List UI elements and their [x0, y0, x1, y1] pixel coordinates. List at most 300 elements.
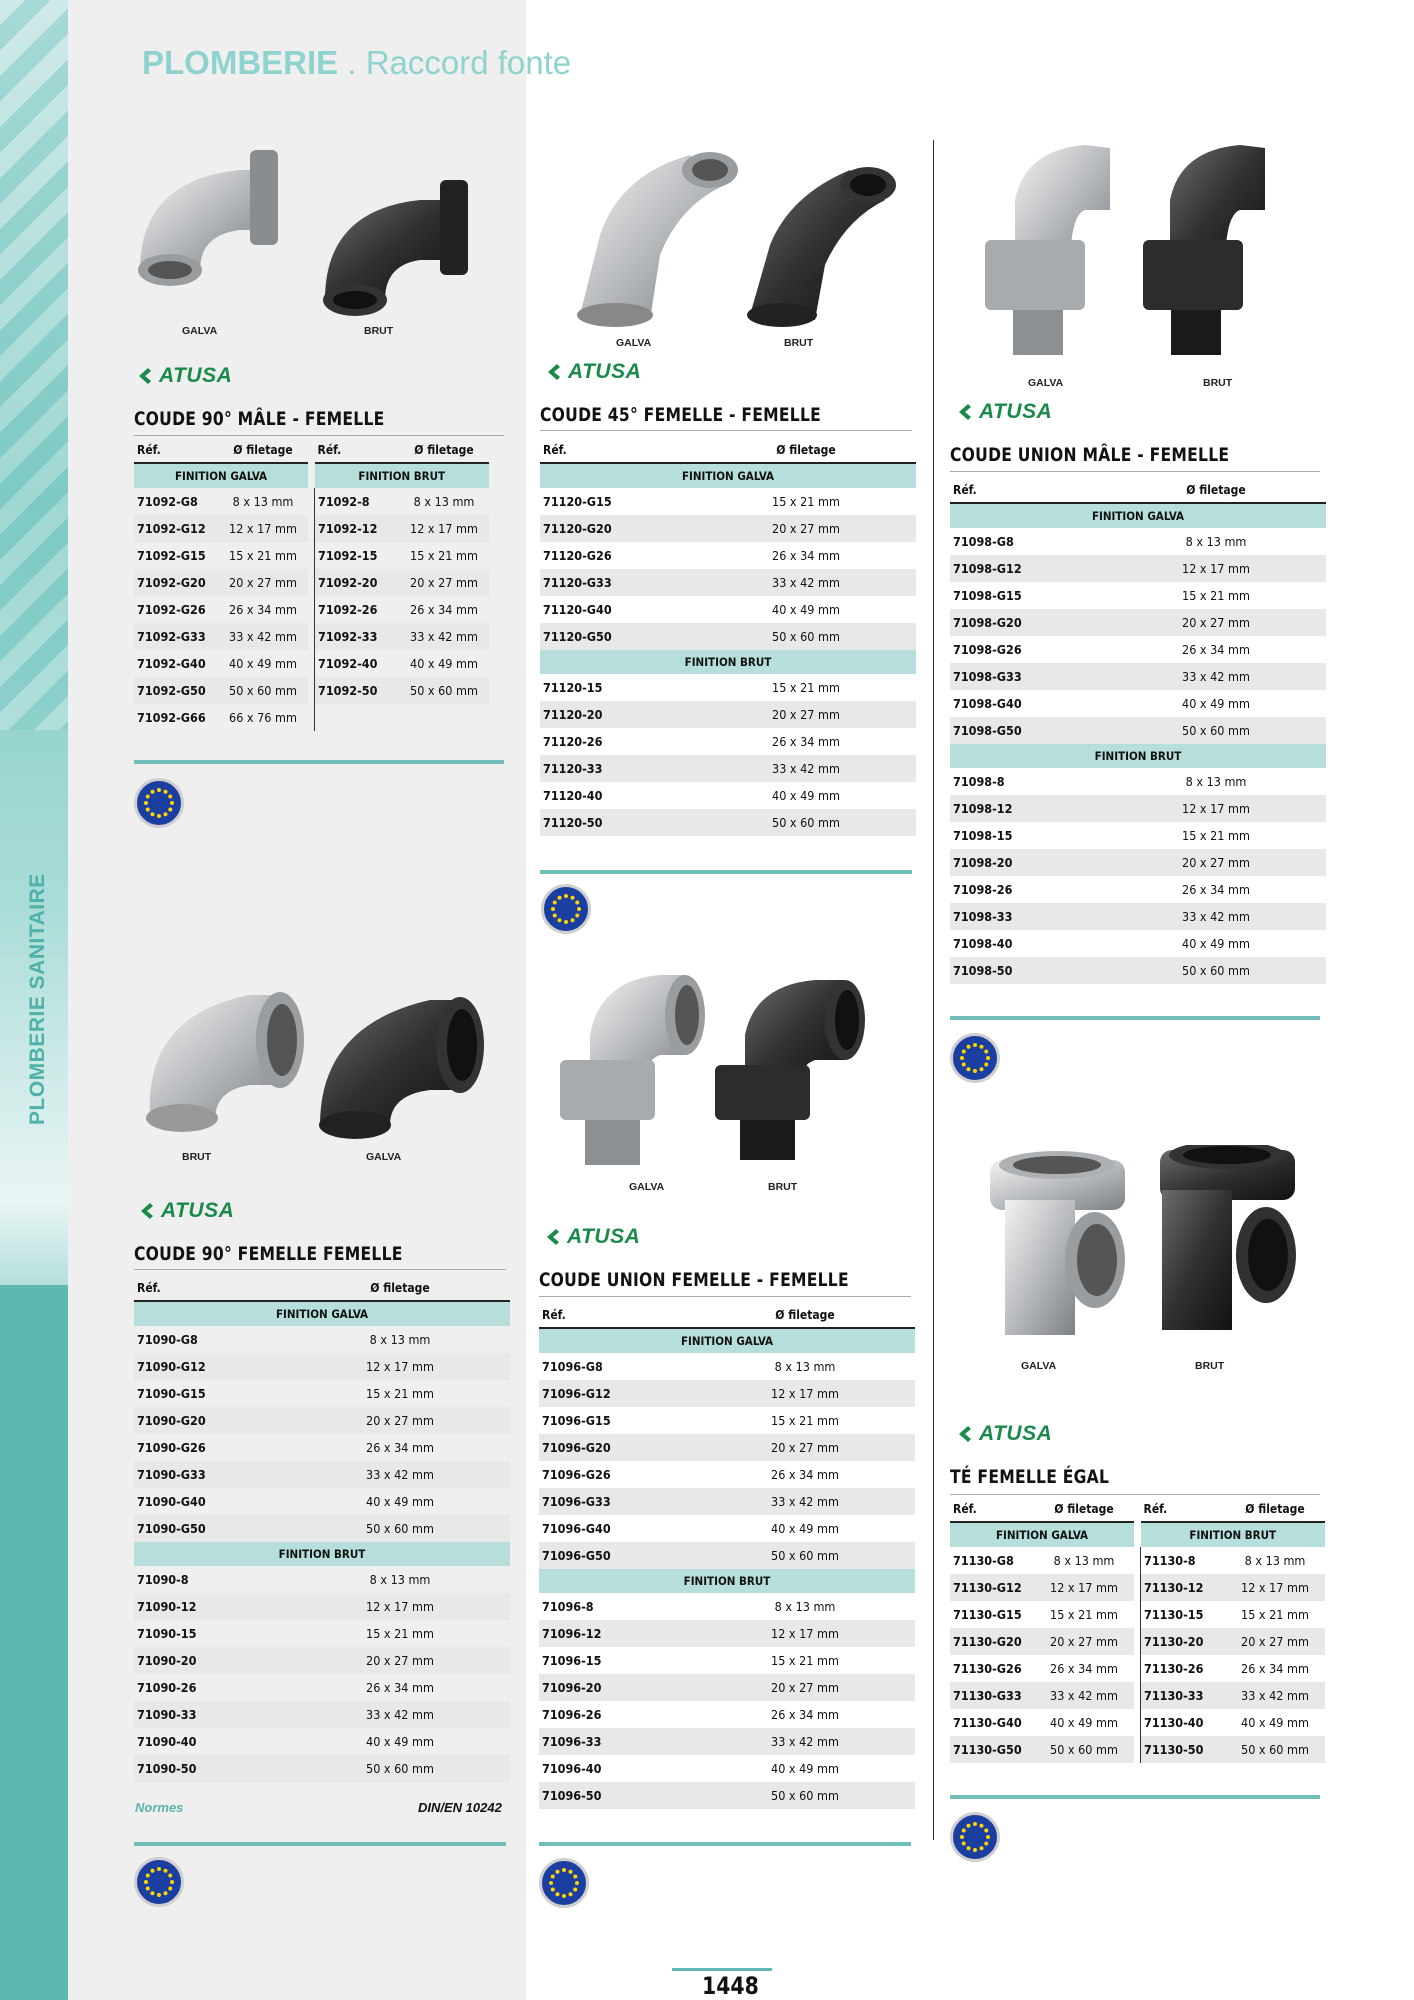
- thread-cell: 50 x 60 mm: [1034, 1736, 1134, 1763]
- ref-cell: 71092-G15: [137, 548, 206, 563]
- thread-cell: 26 x 34 mm: [772, 734, 840, 749]
- ref-cell: 71120-20: [540, 701, 696, 728]
- thread-cell: 12 x 17 mm: [1106, 555, 1326, 582]
- thread-cell: 26 x 34 mm: [771, 1467, 839, 1482]
- table-row: [134, 1515, 510, 1542]
- table-row: [950, 555, 1326, 582]
- ref-cell: 71090-G26: [137, 1440, 206, 1455]
- thread-cell: 20 x 27 mm: [290, 1407, 510, 1434]
- table-row: [540, 701, 916, 728]
- finish-label: FINITION GALVA: [134, 463, 308, 488]
- thread-cell: 33 x 42 mm: [1106, 903, 1326, 930]
- ref-cell: 71098-G12: [950, 555, 1106, 582]
- ref-cell: 71092-26: [318, 602, 378, 617]
- ref-cell: 71092-33: [315, 623, 400, 650]
- table-row: [950, 690, 1326, 717]
- table-row: [950, 876, 1326, 903]
- table-row: [134, 1701, 510, 1728]
- ref-cell: 71096-26: [542, 1707, 602, 1722]
- ref-cell: 71098-33: [950, 903, 1106, 930]
- ref-cell: 71092-G33: [134, 623, 218, 650]
- page-number: 1448: [702, 1972, 759, 2000]
- thread-cell: 26 x 34 mm: [229, 602, 297, 617]
- thread-cell: 26 x 34 mm: [366, 1440, 434, 1455]
- table-row: [134, 1434, 510, 1461]
- table-row: [539, 1593, 915, 1620]
- ref-cell: 71130-8: [1144, 1553, 1196, 1568]
- thread-cell: 20 x 27 mm: [1034, 1628, 1134, 1655]
- norms-label: Normes: [135, 1800, 184, 1815]
- ref-cell: 71090-50: [134, 1755, 290, 1782]
- ref-cell: 71098-40: [953, 936, 1013, 951]
- thread-cell: 20 x 27 mm: [696, 515, 916, 542]
- finish-label: FINITION GALVA: [539, 1328, 915, 1353]
- ref-cell: 71092-G12: [134, 515, 218, 542]
- thread-cell: 50 x 60 mm: [695, 1782, 915, 1809]
- table-row: [540, 782, 916, 809]
- table-row: [134, 623, 489, 650]
- table-row: [950, 717, 1326, 744]
- ref-cell: 71098-G50: [950, 717, 1106, 744]
- ref-cell: 71096-33: [539, 1728, 695, 1755]
- thread-cell: 20 x 27 mm: [218, 569, 308, 596]
- brand-name: ATUSA: [979, 1422, 1053, 1445]
- ref-cell: 71090-G8: [137, 1332, 198, 1347]
- ref-cell: 71130-G8: [953, 1553, 1014, 1568]
- photo-caption-brut: BRUT: [1195, 1360, 1225, 1372]
- table-row: [540, 623, 916, 650]
- thread-cell: 8 x 13 mm: [1053, 1553, 1115, 1568]
- finish-row: [950, 1522, 1325, 1547]
- table-row: [134, 1353, 510, 1380]
- thread-cell: 40 x 49 mm: [772, 602, 840, 617]
- spec-table: [539, 1303, 915, 1809]
- ref-cell: 71090-33: [134, 1701, 290, 1728]
- thread-cell: 26 x 34 mm: [366, 1680, 434, 1695]
- table-row: [134, 1728, 510, 1755]
- ref-cell: 71120-G20: [540, 515, 696, 542]
- atusa-logo-icon: [138, 1201, 158, 1221]
- section-rule: [539, 1842, 911, 1846]
- ref-cell: 71120-G40: [543, 602, 612, 617]
- section-rule: [950, 1016, 1320, 1020]
- finish-row: [134, 1301, 510, 1326]
- ref-cell: 71092-50: [315, 677, 400, 704]
- ref-header: Réf.: [315, 438, 400, 463]
- section-rule: [134, 1842, 506, 1846]
- table-row: [950, 1655, 1325, 1682]
- thread-cell: 40 x 49 mm: [1182, 936, 1250, 951]
- ref-cell: 71130-G26: [953, 1661, 1022, 1676]
- product-title: TÉ FEMELLE ÉGAL: [950, 1466, 1110, 1488]
- thread-cell: 50 x 60 mm: [1106, 717, 1326, 744]
- thread-cell: 33 x 42 mm: [1225, 1682, 1325, 1709]
- table-row: [134, 542, 489, 569]
- atusa-logo-icon: [956, 1424, 976, 1444]
- table-row: [950, 903, 1326, 930]
- table-row: [950, 822, 1326, 849]
- table-header-row: [950, 478, 1326, 503]
- ref-cell: 71098-G40: [953, 696, 1022, 711]
- thread-cell: 50 x 60 mm: [696, 623, 916, 650]
- ref-cell: 71120-26: [543, 734, 603, 749]
- table-row: [540, 488, 916, 515]
- thread-cell: 12 x 17 mm: [695, 1380, 915, 1407]
- ref-cell: 71096-G33: [539, 1488, 695, 1515]
- ref-cell: 71130-G15: [953, 1607, 1022, 1622]
- table-row: [950, 1682, 1325, 1709]
- brand-logo: [956, 400, 1052, 424]
- table-row: [950, 1547, 1325, 1574]
- thread-cell: 33 x 42 mm: [696, 569, 916, 596]
- ref-header: Réf.: [950, 478, 1106, 503]
- thread-cell: 26 x 34 mm: [1182, 882, 1250, 897]
- table-row: [134, 677, 489, 704]
- thread-cell: 12 x 17 mm: [695, 1620, 915, 1647]
- finish-label: FINITION BRUT: [540, 650, 916, 674]
- ref-cell: 71092-20: [315, 569, 400, 596]
- ref-cell: 71096-G8: [542, 1359, 603, 1374]
- ref-cell: 71092-15: [318, 548, 378, 563]
- table-row: [134, 1593, 510, 1620]
- ref-cell: 71120-40: [543, 788, 603, 803]
- ref-cell: 71092-G20: [134, 569, 218, 596]
- table-row: [539, 1380, 915, 1407]
- ref-cell: 71120-G50: [540, 623, 696, 650]
- thread-cell: 15 x 21 mm: [772, 494, 840, 509]
- ref-cell: 71130-40: [1144, 1715, 1204, 1730]
- photo-caption-brut: BRUT: [768, 1181, 798, 1193]
- thread-cell: 26 x 34 mm: [1241, 1661, 1309, 1676]
- finish-row: [134, 1542, 510, 1566]
- finish-row: [540, 650, 916, 674]
- ref-cell: 71098-G8: [953, 534, 1014, 549]
- finish-label: FINITION GALVA: [134, 1301, 510, 1326]
- ref-cell: 71092-8: [318, 494, 370, 509]
- ref-cell: 71090-G50: [134, 1515, 290, 1542]
- brand-logo: [136, 364, 232, 388]
- spec-table: [134, 438, 489, 731]
- table-row: [540, 515, 916, 542]
- atusa-logo-icon: [545, 362, 565, 382]
- thread-cell: 8 x 13 mm: [232, 494, 294, 509]
- title-rule: [134, 1269, 506, 1270]
- thread-cell: 50 x 60 mm: [695, 1542, 915, 1569]
- thread-cell: 20 x 27 mm: [695, 1434, 915, 1461]
- photo-caption-galva: GALVA: [629, 1181, 665, 1193]
- thread-cell: 12 x 17 mm: [1106, 795, 1326, 822]
- ref-cell: 71130-G33: [950, 1682, 1034, 1709]
- table-row: [539, 1353, 915, 1380]
- table-header-row: [540, 438, 916, 463]
- table-row: [539, 1782, 915, 1809]
- table-row: [134, 704, 489, 731]
- ref-cell: 71130-12: [1141, 1574, 1226, 1601]
- table-row: [950, 1601, 1325, 1628]
- thread-cell: 33 x 42 mm: [399, 623, 489, 650]
- finish-label: FINITION GALVA: [950, 1522, 1134, 1547]
- title-rule: [950, 1494, 1320, 1495]
- thread-cell: 40 x 49 mm: [772, 788, 840, 803]
- spec-table: [950, 478, 1326, 984]
- table-header-row: [539, 1303, 915, 1328]
- thread-cell: 15 x 21 mm: [1182, 828, 1250, 843]
- table-header-row: [950, 1497, 1325, 1522]
- ref-cell: 71120-15: [543, 680, 603, 695]
- ref-cell: 71130-G40: [953, 1715, 1022, 1730]
- thread-cell: 20 x 27 mm: [1106, 849, 1326, 876]
- atusa-logo-icon: [136, 366, 156, 386]
- table-row: [540, 755, 916, 782]
- thread-header: Ø filetage: [1225, 1497, 1325, 1522]
- table-row: [134, 569, 489, 596]
- finish-label: FINITION BRUT: [950, 744, 1326, 768]
- thread-cell: 26 x 34 mm: [1050, 1661, 1118, 1676]
- ref-cell: 71098-26: [953, 882, 1013, 897]
- ref-cell: 71096-8: [542, 1599, 594, 1614]
- thread-cell: 40 x 49 mm: [366, 1734, 434, 1749]
- photo-caption-brut: BRUT: [1203, 377, 1233, 389]
- photo-caption-galva: GALVA: [1021, 1360, 1057, 1372]
- thread-cell: 33 x 42 mm: [696, 755, 916, 782]
- ref-cell: 71090-40: [137, 1734, 197, 1749]
- table-row: [539, 1515, 915, 1542]
- ref-cell: 71098-G15: [953, 588, 1022, 603]
- eu-flag-icon: [134, 778, 184, 828]
- ref-header: Réf.: [950, 1497, 1034, 1522]
- thread-header: Ø filetage: [1034, 1497, 1134, 1522]
- table-row: [950, 582, 1326, 609]
- side-section-label: PLOMBERIE SANITAIRE: [26, 873, 49, 1125]
- ref-cell: 71096-G20: [539, 1434, 695, 1461]
- finish-label: FINITION BRUT: [315, 463, 490, 488]
- ref-cell: 71092-G8: [137, 494, 198, 509]
- table-row: [539, 1755, 915, 1782]
- ref-cell: 71090-8: [137, 1572, 189, 1587]
- union-elbow-female-female-photo: [545, 965, 905, 1175]
- column-divider: [933, 140, 934, 1840]
- table-row: [134, 1674, 510, 1701]
- thread-cell: 8 x 13 mm: [413, 494, 475, 509]
- thread-cell: 15 x 21 mm: [1182, 588, 1250, 603]
- thread-cell: 15 x 21 mm: [771, 1413, 839, 1428]
- thread-cell: 8 x 13 mm: [774, 1359, 836, 1374]
- product-title: COUDE 45° FEMELLE - FEMELLE: [540, 404, 822, 426]
- thread-cell: 50 x 60 mm: [290, 1515, 510, 1542]
- page-header: [142, 44, 571, 82]
- ref-cell: 71130-50: [1141, 1736, 1226, 1763]
- thread-cell: 12 x 17 mm: [399, 515, 489, 542]
- brand-logo: [545, 360, 641, 384]
- table-row: [539, 1434, 915, 1461]
- thread-cell: 15 x 21 mm: [1241, 1607, 1309, 1622]
- ref-cell: 71130-G12: [950, 1574, 1034, 1601]
- atusa-logo-icon: [956, 402, 976, 422]
- finish-label: FINITION GALVA: [540, 463, 916, 488]
- finish-row: [539, 1569, 915, 1593]
- brand-name: ATUSA: [159, 364, 233, 387]
- ref-cell: 71096-G40: [542, 1521, 611, 1536]
- table-row: [950, 1736, 1325, 1763]
- ref-header: Réf.: [1141, 1497, 1226, 1522]
- eu-flag-icon: [950, 1812, 1000, 1862]
- thread-cell: 8 x 13 mm: [369, 1332, 431, 1347]
- ref-cell: 71098-15: [953, 828, 1013, 843]
- ref-cell: 71098-20: [950, 849, 1106, 876]
- eu-flag-icon: [541, 884, 591, 934]
- section-rule: [540, 870, 912, 874]
- side-band-pattern: [0, 0, 68, 730]
- ref-cell: 71096-40: [542, 1761, 602, 1776]
- product-title: COUDE 90° MÂLE - FEMELLE: [134, 408, 385, 430]
- spec-table: [134, 1276, 510, 1782]
- table-row: [950, 609, 1326, 636]
- ref-cell: 71120-G26: [543, 548, 612, 563]
- ref-header: Réf.: [540, 438, 696, 463]
- ref-cell: 71092-G40: [137, 656, 206, 671]
- finish-label: FINITION BRUT: [1141, 1522, 1326, 1547]
- table-row: [539, 1728, 915, 1755]
- photo-caption-galva: GALVA: [182, 325, 218, 337]
- thread-cell: 40 x 49 mm: [229, 656, 297, 671]
- table-row: [134, 1647, 510, 1674]
- eu-flag-icon: [134, 1857, 184, 1907]
- table-row: [134, 1461, 510, 1488]
- ref-cell: 71120-33: [540, 755, 696, 782]
- thread-cell: 12 x 17 mm: [1225, 1574, 1325, 1601]
- ref-cell: 71120-G15: [543, 494, 612, 509]
- thread-cell: 15 x 21 mm: [772, 680, 840, 695]
- table-row: [950, 849, 1326, 876]
- ref-cell: 71098-G33: [950, 663, 1106, 690]
- thread-cell: 33 x 42 mm: [218, 623, 308, 650]
- ref-cell: 71090-G15: [137, 1386, 206, 1401]
- ref-cell: 71120-G33: [540, 569, 696, 596]
- thread-cell: 15 x 21 mm: [366, 1386, 434, 1401]
- thread-cell: 33 x 42 mm: [1034, 1682, 1134, 1709]
- photo-caption-galva: GALVA: [366, 1151, 402, 1163]
- table-row: [134, 1755, 510, 1782]
- finish-row: [950, 744, 1326, 768]
- table-row: [540, 728, 916, 755]
- ref-cell: 71092-G50: [134, 677, 218, 704]
- thread-cell: 50 x 60 mm: [399, 677, 489, 704]
- thread-cell: 8 x 13 mm: [1244, 1553, 1306, 1568]
- ref-header: Réf.: [539, 1303, 695, 1328]
- thread-cell: 50 x 60 mm: [1225, 1736, 1325, 1763]
- thread-cell: 26 x 34 mm: [1182, 642, 1250, 657]
- ref-cell: 71096-G15: [542, 1413, 611, 1428]
- ref-cell: 71096-20: [539, 1674, 695, 1701]
- ref-cell: 71096-50: [539, 1782, 695, 1809]
- ref-cell: 71096-G26: [542, 1467, 611, 1482]
- ref-cell: 71130-G20: [950, 1628, 1034, 1655]
- table-row: [950, 1709, 1325, 1736]
- table-row: [134, 650, 489, 677]
- table-row: [134, 1326, 510, 1353]
- header-category: PLOMBERIE: [142, 44, 339, 81]
- table-row: [539, 1461, 915, 1488]
- ref-cell: 71090-15: [137, 1626, 197, 1641]
- table-row: [950, 1574, 1325, 1601]
- brand-name: ATUSA: [979, 400, 1053, 423]
- ref-cell: 71098-G20: [950, 609, 1106, 636]
- table-row: [950, 636, 1326, 663]
- thread-cell: 8 x 13 mm: [369, 1572, 431, 1587]
- finish-row: [540, 463, 916, 488]
- photo-caption-brut: BRUT: [182, 1151, 212, 1163]
- thread-cell: 15 x 21 mm: [410, 548, 478, 563]
- ref-cell: 71090-G40: [137, 1494, 206, 1509]
- thread-cell: 12 x 17 mm: [290, 1593, 510, 1620]
- title-rule: [950, 471, 1320, 472]
- thread-cell: 15 x 21 mm: [366, 1626, 434, 1641]
- ref-cell: 71090-20: [134, 1647, 290, 1674]
- table-row: [134, 1488, 510, 1515]
- thread-cell: 40 x 49 mm: [366, 1494, 434, 1509]
- ref-cell: 71092-12: [315, 515, 400, 542]
- thread-cell: 20 x 27 mm: [1225, 1628, 1325, 1655]
- elbow-female-female-photo: [140, 975, 500, 1145]
- table-row: [950, 768, 1326, 795]
- ref-cell: 71096-15: [542, 1653, 602, 1668]
- table-row: [539, 1701, 915, 1728]
- thread-cell: 20 x 27 mm: [696, 701, 916, 728]
- table-row: [134, 596, 489, 623]
- side-band-bottom: [0, 1285, 68, 2000]
- table-row: [950, 930, 1326, 957]
- table-row: [950, 957, 1326, 984]
- eu-flag-icon: [539, 1858, 589, 1908]
- thread-cell: 50 x 60 mm: [696, 809, 916, 836]
- thread-header: Ø filetage: [218, 438, 308, 463]
- thread-cell: 33 x 42 mm: [290, 1461, 510, 1488]
- thread-header: Ø filetage: [696, 438, 916, 463]
- atusa-logo-icon: [544, 1227, 564, 1247]
- finish-row: [134, 463, 489, 488]
- table-row: [539, 1407, 915, 1434]
- thread-cell: 20 x 27 mm: [1106, 609, 1326, 636]
- table-row: [539, 1542, 915, 1569]
- ref-cell: 71098-12: [950, 795, 1106, 822]
- ref-cell: 71130-20: [1141, 1628, 1226, 1655]
- title-rule: [539, 1296, 911, 1297]
- brand-logo: [956, 1422, 1052, 1446]
- thread-header: Ø filetage: [695, 1303, 915, 1328]
- thread-cell: 15 x 21 mm: [229, 548, 297, 563]
- thread-cell: 26 x 34 mm: [771, 1707, 839, 1722]
- brand-name: ATUSA: [567, 1225, 641, 1248]
- thread-cell: 15 x 21 mm: [771, 1653, 839, 1668]
- norms-value: DIN/EN 10242: [418, 1800, 502, 1815]
- thread-cell: 12 x 17 mm: [218, 515, 308, 542]
- ref-header: Réf.: [134, 438, 218, 463]
- ref-cell: 71096-G12: [539, 1380, 695, 1407]
- table-row: [540, 809, 916, 836]
- ref-cell: 71090-26: [137, 1680, 197, 1695]
- table-row: [950, 795, 1326, 822]
- spec-table: [540, 438, 916, 836]
- ref-cell: 71120-50: [540, 809, 696, 836]
- product-title: COUDE UNION FEMELLE - FEMELLE: [539, 1269, 849, 1291]
- section-rule: [950, 1795, 1320, 1799]
- table-row: [539, 1620, 915, 1647]
- eu-flag-icon: [950, 1033, 1000, 1083]
- thread-cell: 33 x 42 mm: [1106, 663, 1326, 690]
- table-row: [134, 515, 489, 542]
- thread-cell: 50 x 60 mm: [1106, 957, 1326, 984]
- table-row: [134, 1620, 510, 1647]
